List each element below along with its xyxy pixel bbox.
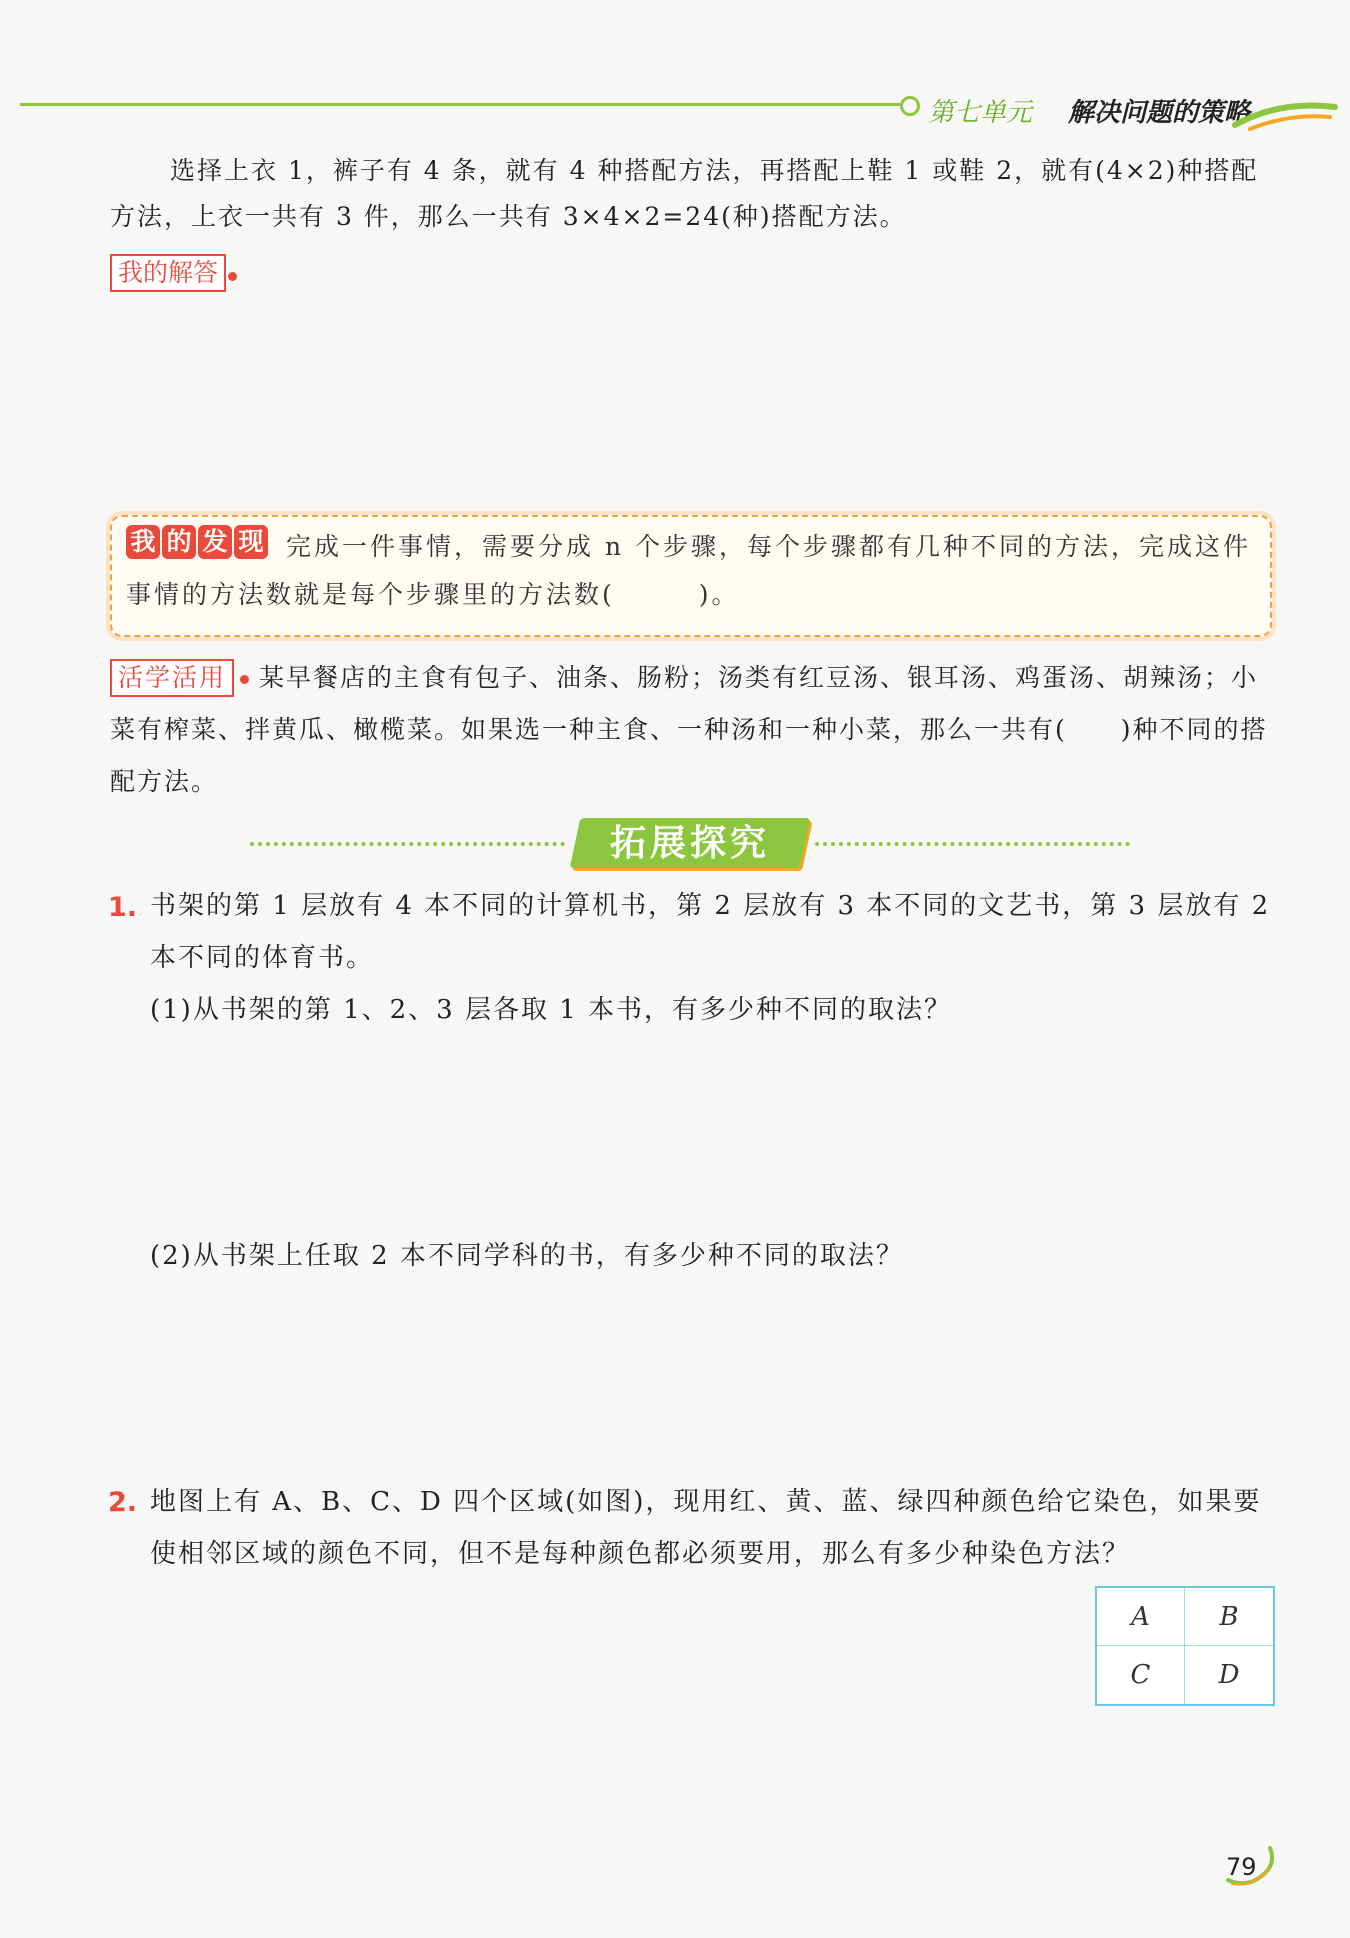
discovery-tag xyxy=(126,525,268,559)
header-rule xyxy=(20,103,900,106)
tag-dot-icon xyxy=(228,272,237,281)
page-number: 79 xyxy=(1226,1853,1257,1881)
my-answer-heading xyxy=(110,254,237,292)
section-title: 拓展探究 xyxy=(609,823,770,864)
question-2-number: 2. xyxy=(108,1487,138,1518)
intro-line-2: 方法，上衣一共有 3 件，那么一共有 3×4×2=24(种)搭配方法。 xyxy=(110,202,907,231)
tag-dot-icon xyxy=(240,675,249,684)
question-1-sub-2: (2)从书架上任取 2 本不同学科的书，有多少种不同的取法？ xyxy=(150,1241,904,1271)
section-dotted-rule-right xyxy=(815,842,1130,846)
q1-sub1-answer-area[interactable] xyxy=(150,1040,1280,1220)
my-answer-label: 我的解答 xyxy=(110,254,226,292)
discovery-tag-char: 我 xyxy=(126,525,160,559)
answer-area[interactable] xyxy=(110,300,1270,480)
discovery-text: 完成一件事情，需要分成 n 个步骤，每个步骤都有几种不同的方法，完成这件事情的方法数就是每个步骤里的方法数( )。 xyxy=(126,532,1251,609)
q1-sub2-answer-area[interactable] xyxy=(150,1290,1280,1460)
question-1-text: 书架的第 1 层放有 4 本不同的计算机书，第 2 层放有 3 本不同的文艺书，第 3 层放有 2 本不同的体育书。 xyxy=(150,891,1271,973)
region-map xyxy=(1095,1586,1275,1706)
question-2-text: 地图上有 A、B、C、D 四个区域(如图)，现用红、黄、蓝、绿四种颜色给它染色，如果要使相邻区域的颜色不同，但不是每种颜色都必须要用，那么有多少种染色方法？ xyxy=(150,1487,1262,1569)
discovery-tag-char: 现 xyxy=(234,525,268,559)
apply-label: 活学活用 xyxy=(110,659,234,697)
section-dotted-rule-left xyxy=(250,842,565,846)
discovery-tag-char: 发 xyxy=(198,525,232,559)
map-region-c: C xyxy=(1097,1646,1185,1704)
header-dot-icon xyxy=(900,96,920,116)
discovery-box xyxy=(110,515,1272,637)
apply-paragraph xyxy=(110,652,1280,808)
q2-answer-area[interactable] xyxy=(150,1590,1050,1810)
question-1-sub-1: (1)从书架的第 1、2、3 层各取 1 本书，有多少种不同的取法？ xyxy=(150,995,953,1025)
intro-line-1: 选择上衣 1，裤子有 4 条，就有 4 种搭配方法，再搭配上鞋 1 或鞋 2，就有(4×2)种搭配 xyxy=(170,156,1259,185)
question-1-number: 1. xyxy=(108,892,138,923)
header-title: 解决问题的策略 xyxy=(1068,98,1251,128)
map-region-d: D xyxy=(1218,1660,1240,1690)
swoosh-decoration-icon xyxy=(1230,95,1340,135)
map-region-a: A xyxy=(1097,1588,1185,1646)
map-region-b: B xyxy=(1185,1588,1273,1646)
discovery-tag-char: 的 xyxy=(162,525,196,559)
apply-text: 某早餐店的主食有包子、油条、肠粉；汤类有红豆汤、银耳汤、鸡蛋汤、胡辣汤；小菜有榨菜、拌黄瓜、橄榄菜。如果选一种主食、一种汤和一种小菜，那么一共有( )种不同的搭配方法。 xyxy=(110,663,1268,796)
header-unit: 第七单元 xyxy=(928,98,1033,128)
